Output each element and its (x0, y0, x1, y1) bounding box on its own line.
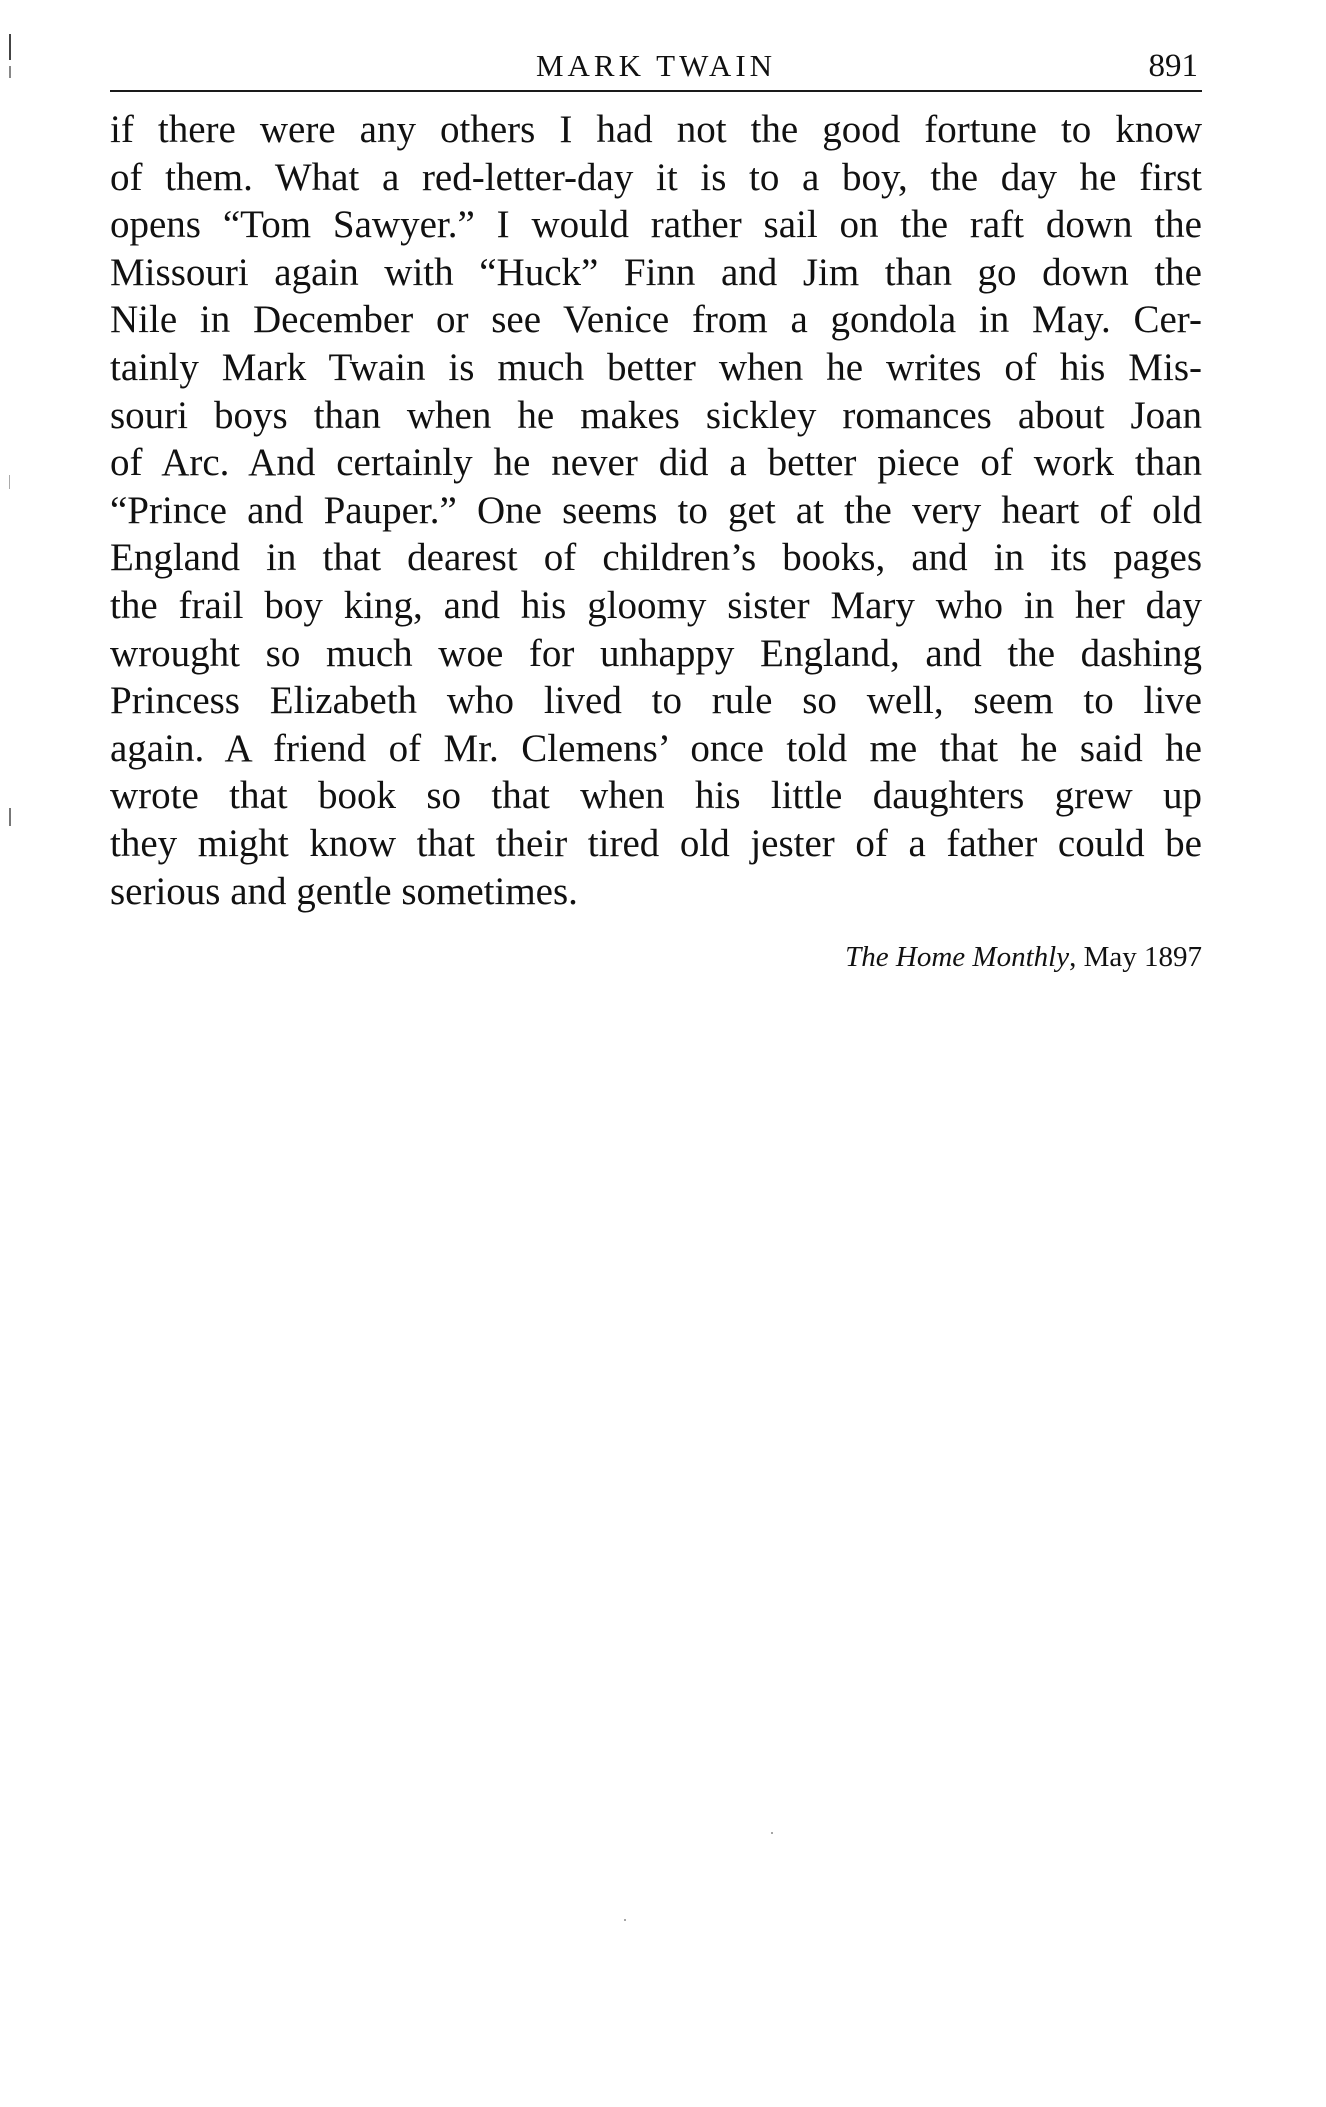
scan-speck (771, 1832, 773, 1834)
body-text (110, 106, 1202, 915)
text-line: England in that dearest of children’s books, and in its pages (110, 536, 1202, 580)
text-line: Princess Elizabeth who lived to rule so well, seem to live (110, 679, 1202, 723)
text-line: of Arc. And certainly he never did a better piece of work than (110, 441, 1202, 485)
text-line: wrote that book so that when his little daughters grew up (110, 774, 1202, 818)
text-line: Nile in December or see Venice from a gondola in May. Cer- (110, 298, 1202, 342)
text-line: opens “Tom Sawyer.” I would rather sail on the raft down the (110, 203, 1202, 247)
text-line: “Prince and Pauper.” One seems to get at the very heart of old (110, 488, 1202, 532)
text-line: souri boys than when he makes sickley romances about Joan (110, 393, 1202, 437)
text-line: they might know that their tired old jester of a father could be (110, 821, 1202, 865)
scan-speck (624, 1919, 626, 1921)
publication-date: , May 1897 (1069, 941, 1202, 974)
running-head (110, 40, 1202, 92)
book-page (110, 40, 1202, 974)
source-citation (110, 941, 1202, 974)
publication-title: The Home Monthly (845, 941, 1070, 974)
text-line: tainly Mark Twain is much better when he writes of his Mis- (110, 345, 1202, 389)
scan-mark (9, 475, 10, 489)
running-title: MARK TWAIN (535, 48, 777, 83)
page-number: 891 (1148, 48, 1198, 84)
scan-mark (9, 808, 11, 826)
text-line: wrought so much woe for unhappy England, and the dashing (110, 631, 1202, 675)
text-line: of them. What a red-letter-day it is to a boy, the day he first (110, 155, 1202, 199)
scan-mark (9, 34, 11, 60)
text-line: Missouri again with “Huck” Finn and Jim than go down the (110, 250, 1202, 294)
text-line: serious and gentle sometimes. (110, 869, 578, 913)
text-line: if there were any others I had not the good fortune to know (110, 108, 1202, 151)
scan-mark (9, 66, 11, 78)
text-line: the frail boy king, and his gloomy sister Mary who in her day (110, 583, 1202, 627)
text-line: again. A friend of Mr. Clemens’ once told me that he said he (110, 726, 1202, 770)
